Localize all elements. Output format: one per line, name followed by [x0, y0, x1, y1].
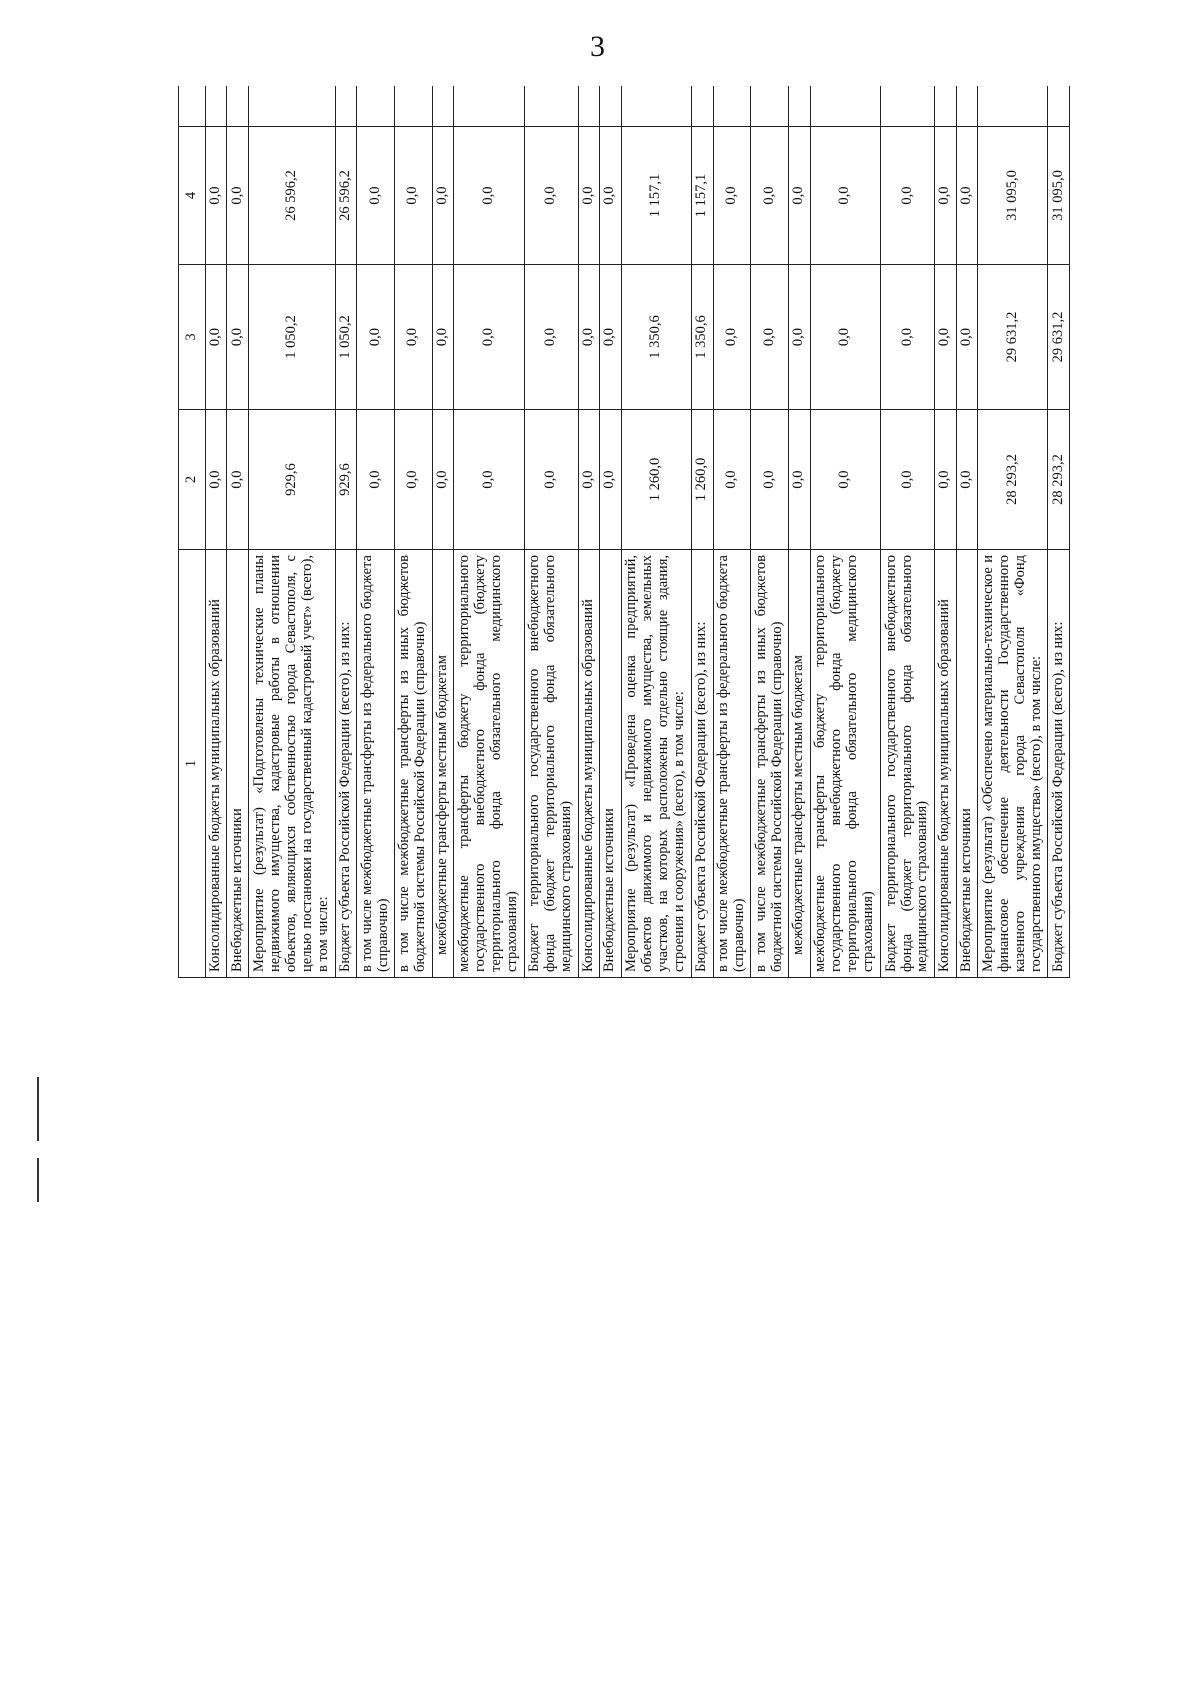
row-label: межбюджетные трансферты местным бюджетам	[789, 550, 810, 978]
column-header: 4	[179, 127, 206, 265]
cell-value: 0,0	[394, 127, 432, 265]
cell-value	[206, 86, 227, 127]
cell-value: 1 050,2	[248, 265, 335, 410]
cell-value	[751, 86, 789, 127]
cell-value: 0,0	[454, 127, 524, 265]
cell-value: 0,0	[454, 265, 524, 410]
row-label: Бюджет территориального государственного внебюджетного фонда (бюджет территориального фонда обязательного медицинского страхования)	[524, 550, 578, 978]
cell-value: 0,0	[357, 265, 395, 410]
cell-value	[692, 86, 713, 127]
cell-value	[248, 86, 335, 127]
cell-value	[432, 86, 453, 127]
cell-value	[810, 86, 880, 127]
margin-mark	[37, 1158, 39, 1202]
table-row	[357, 86, 395, 978]
row-label: межбюджетные трансферты бюджету территориального государственного внебюджетного фонда (бюджету территориального фонда обязательного медицинского страхования)	[454, 550, 524, 978]
cell-value: 0,0	[578, 410, 599, 550]
row-label: Бюджет субъекта Российской Федерации (всего), из них:	[692, 550, 713, 978]
table-row	[789, 86, 810, 978]
cell-value: 0,0	[227, 410, 248, 550]
cell-value	[1048, 86, 1070, 127]
cell-value: 0,0	[454, 410, 524, 550]
cell-value: 0,0	[578, 265, 599, 410]
cell-value: 0,0	[810, 127, 880, 265]
cell-value: 31 095,0	[1048, 127, 1070, 265]
cell-value: 0,0	[789, 265, 810, 410]
cell-value	[335, 86, 356, 127]
row-label: Бюджет субъекта Российской Федерации (всего), из них:	[1048, 550, 1070, 978]
row-label: Мероприятие (результат) «Подготовлены технические планы недвижимого имущества, кадастровые работы в отношении объектов, являющихся собственностью города Севастополя, с целью постановки на государственный кадастровый учет» (всего), в том числе:	[248, 550, 335, 978]
cell-value	[524, 86, 578, 127]
cell-value: 1 260,0	[692, 410, 713, 550]
row-label: Мероприятие (результат) «Обеспечено материально-техническое и финансовое обеспечение деятельности Государственного казенного учреждения города Севастополя «Фонд государственного имущества» (всего), в том числе:	[977, 550, 1047, 978]
cell-value: 0,0	[357, 410, 395, 550]
row-label: в том числе межбюджетные трансферты из федерального бюджета (справочно)	[357, 550, 395, 978]
cell-value: 0,0	[956, 127, 977, 265]
cell-value	[789, 86, 810, 127]
column-header: 1	[179, 550, 206, 978]
cell-value: 0,0	[578, 127, 599, 265]
cell-value	[713, 86, 751, 127]
cell-value	[600, 86, 621, 127]
row-label: межбюджетные трансферты бюджету территориального государственного внебюджетного фонда (бюджету территориального фонда обязательного медицинского страхования)	[810, 550, 880, 978]
row-label: Мероприятие (результат) «Проведена оценка предприятий, объектов движимого и недвижимого имущества, земельных участков, на которых расположены отдельно стоящие здания, строения и сооружения» (всего), в том числе:	[621, 550, 691, 978]
cell-value: 1 050,2	[335, 265, 356, 410]
row-label: межбюджетные трансферты местным бюджетам	[432, 550, 453, 978]
margin-mark	[37, 1077, 39, 1141]
table-row	[394, 86, 432, 978]
table-row	[880, 86, 934, 978]
table-row	[524, 86, 578, 978]
table-row	[751, 86, 789, 978]
row-label: Бюджет территориального государственного внебюджетного фонда (бюджет территориального фонда обязательного медицинского страхования)	[880, 550, 934, 978]
cell-value: 29 631,2	[1048, 265, 1070, 410]
cell-value: 0,0	[810, 265, 880, 410]
row-label: Внебюджетные источники	[956, 550, 977, 978]
row-label: Внебюджетные источники	[600, 550, 621, 978]
cell-value: 0,0	[394, 265, 432, 410]
row-label: Бюджет субъекта Российской Федерации (всего), из них:	[335, 550, 356, 978]
table-row	[206, 86, 227, 978]
table-row	[935, 86, 956, 978]
cell-value: 0,0	[524, 410, 578, 550]
table-row	[454, 86, 524, 978]
cell-value: 0,0	[227, 127, 248, 265]
cell-value: 0,0	[789, 410, 810, 550]
cell-value: 0,0	[880, 127, 934, 265]
cell-value: 28 293,2	[977, 410, 1047, 550]
table-row	[432, 86, 453, 978]
cell-value: 0,0	[432, 127, 453, 265]
row-label: в том числе межбюджетные трансферты из иных бюджетов бюджетной системы Российской Федерации (справочно)	[394, 550, 432, 978]
table-row	[810, 86, 880, 978]
cell-value: 0,0	[357, 127, 395, 265]
cell-value: 0,0	[956, 265, 977, 410]
cell-value: 0,0	[956, 410, 977, 550]
row-label: Консолидированные бюджеты муниципальных образований	[935, 550, 956, 978]
cell-value: 31 095,0	[977, 127, 1047, 265]
column-header: 3	[179, 265, 206, 410]
table-row	[600, 86, 621, 978]
cell-value: 0,0	[394, 410, 432, 550]
table-row	[578, 86, 599, 978]
cell-value: 0,0	[227, 265, 248, 410]
row-label: Внебюджетные источники	[227, 550, 248, 978]
cell-value: 929,6	[335, 410, 356, 550]
cell-value	[578, 86, 599, 127]
cell-value: 0,0	[751, 265, 789, 410]
row-label: в том числе межбюджетные трансферты из иных бюджетов бюджетной системы Российской Федерации (справочно)	[751, 550, 789, 978]
cell-value: 0,0	[600, 127, 621, 265]
cell-value: 0,0	[935, 265, 956, 410]
cell-value: 26 596,2	[335, 127, 356, 265]
cell-value: 0,0	[206, 265, 227, 410]
cell-value: 0,0	[713, 127, 751, 265]
column-header: 2	[179, 410, 206, 550]
cell-value: 0,0	[810, 410, 880, 550]
cell-value: 929,6	[248, 410, 335, 550]
cell-value	[227, 86, 248, 127]
cell-value: 1 157,1	[692, 127, 713, 265]
cell-value: 0,0	[751, 127, 789, 265]
table-row	[713, 86, 751, 978]
row-label: Консолидированные бюджеты муниципальных образований	[206, 550, 227, 978]
table-row	[335, 86, 356, 978]
table-row	[248, 86, 335, 978]
table-row	[692, 86, 713, 978]
cell-value	[935, 86, 956, 127]
rotated-table-area	[178, 86, 1070, 1684]
cell-value: 0,0	[524, 127, 578, 265]
cell-value: 0,0	[206, 410, 227, 550]
cell-value: 0,0	[600, 265, 621, 410]
cell-value: 1 350,6	[621, 265, 691, 410]
cell-value	[621, 86, 691, 127]
table-row	[621, 86, 691, 978]
table-row	[1048, 86, 1070, 978]
row-label: в том числе межбюджетные трансферты из федерального бюджета (справочно)	[713, 550, 751, 978]
page-number: 3	[590, 30, 605, 63]
cell-value: 28 293,2	[1048, 410, 1070, 550]
cell-value: 0,0	[789, 127, 810, 265]
table-row	[956, 86, 977, 978]
cell-value	[394, 86, 432, 127]
cell-value: 0,0	[524, 265, 578, 410]
table-row	[977, 86, 1047, 978]
cell-value: 0,0	[935, 127, 956, 265]
cell-value: 26 596,2	[248, 127, 335, 265]
table-row	[227, 86, 248, 978]
cell-value: 0,0	[880, 410, 934, 550]
row-label: Консолидированные бюджеты муниципальных образований	[578, 550, 599, 978]
cell-value: 1 350,6	[692, 265, 713, 410]
cell-value: 1 260,0	[621, 410, 691, 550]
column-header	[179, 86, 206, 127]
cell-value: 0,0	[432, 410, 453, 550]
budget-table	[178, 86, 1070, 978]
cell-value: 0,0	[880, 265, 934, 410]
cell-value: 0,0	[600, 410, 621, 550]
cell-value: 0,0	[206, 127, 227, 265]
cell-value: 29 631,2	[977, 265, 1047, 410]
cell-value: 0,0	[713, 410, 751, 550]
cell-value: 0,0	[432, 265, 453, 410]
cell-value: 0,0	[751, 410, 789, 550]
cell-value: 0,0	[713, 265, 751, 410]
cell-value	[454, 86, 524, 127]
cell-value: 0,0	[935, 410, 956, 550]
cell-value	[977, 86, 1047, 127]
cell-value	[956, 86, 977, 127]
cell-value: 1 157,1	[621, 127, 691, 265]
cell-value	[880, 86, 934, 127]
cell-value	[357, 86, 395, 127]
